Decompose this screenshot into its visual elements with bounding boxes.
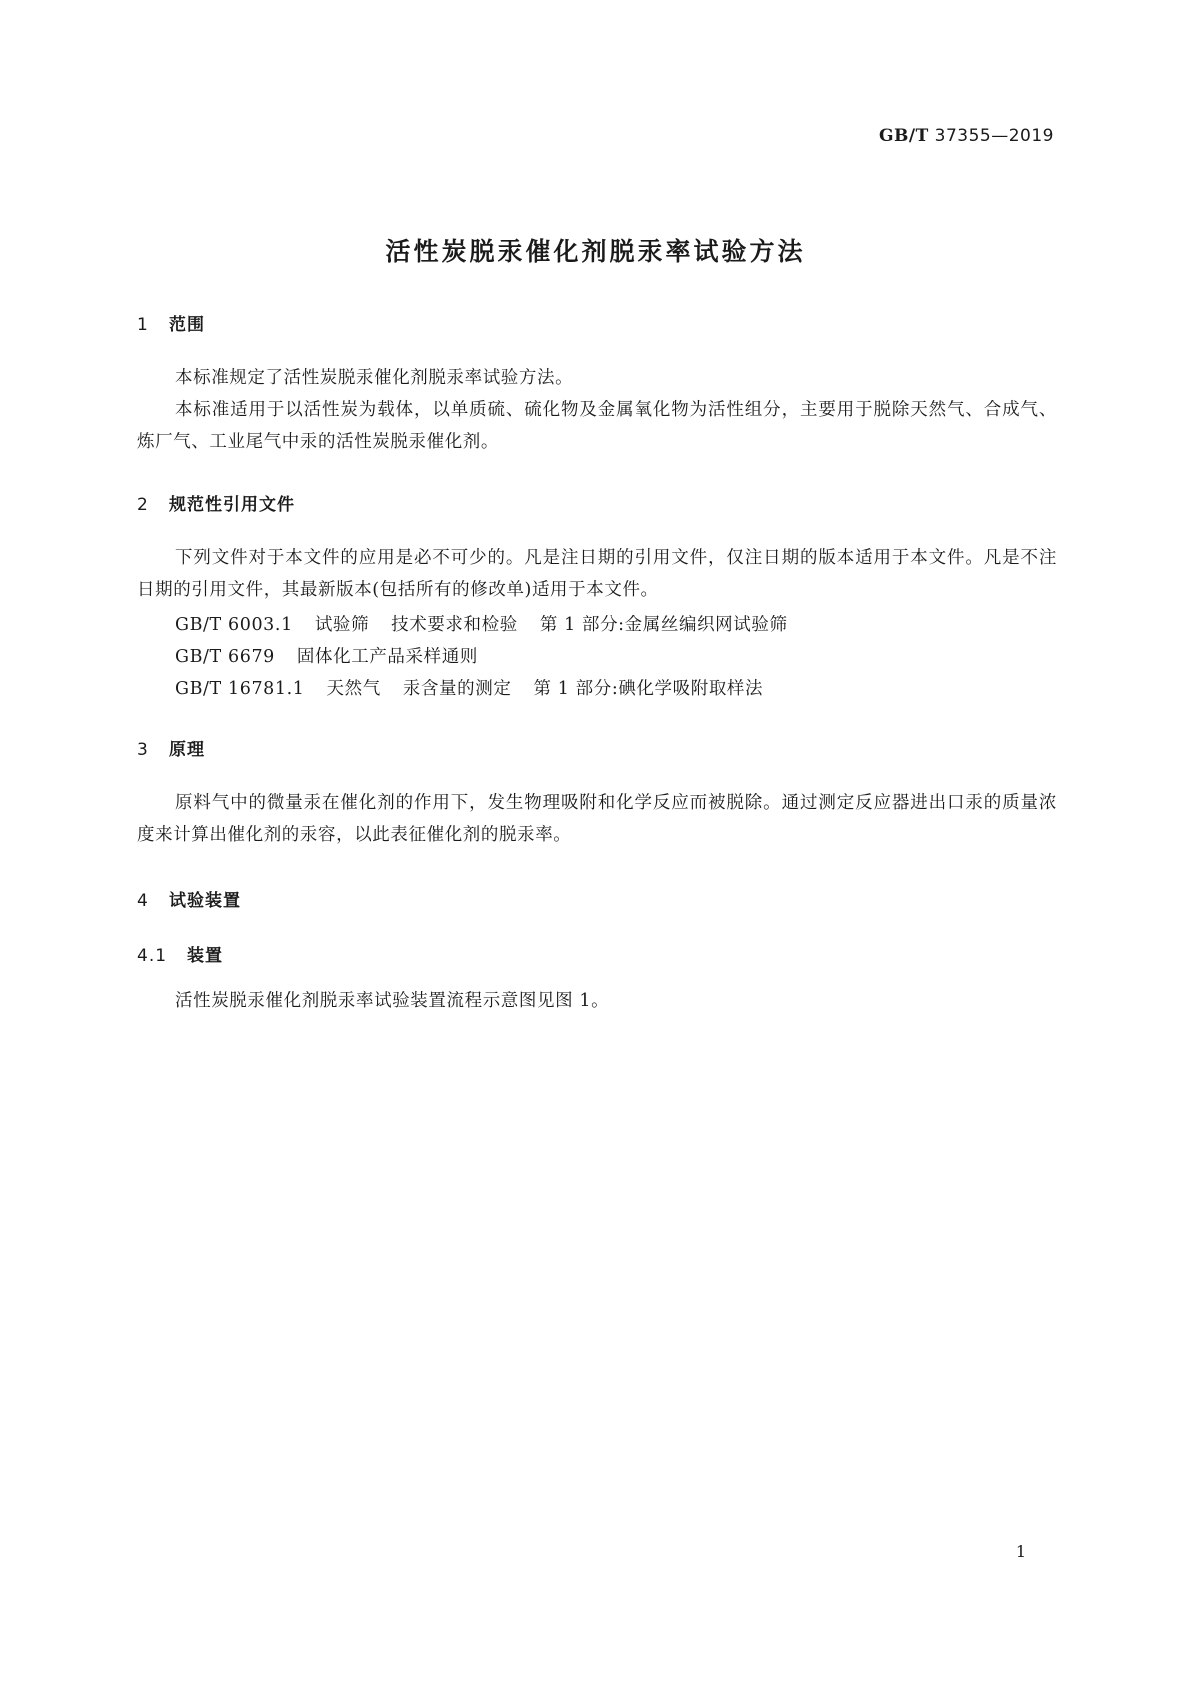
reference-item bbox=[175, 675, 763, 700]
reference-code: GB/T 6003.1 bbox=[175, 615, 293, 635]
section-number: 1 bbox=[137, 315, 149, 335]
section-4-heading bbox=[137, 886, 241, 911]
reference-item bbox=[175, 643, 478, 668]
subsection-4-1-paragraph: 活性炭脱汞催化剂脱汞率试验装置流程示意图见图 1。 bbox=[175, 991, 610, 1011]
reference-item bbox=[175, 611, 788, 636]
section-1-paragraph-2: 本标准适用于以活性炭为载体，以单质硫、硫化物及金属氧化物为活性组分，主要用于脱除天然气、合成气、炼厂气、工业尾气中汞的活性炭脱汞催化剂。 bbox=[137, 400, 1057, 452]
section-number: 4 bbox=[137, 891, 149, 911]
standard-code bbox=[879, 126, 1054, 146]
reference-title-part: 第 1 部分:金属丝编织网试验筛 bbox=[539, 615, 788, 635]
section-3-paragraph: 原料气中的微量汞在催化剂的作用下，发生物理吸附和化学反应而被脱除。通过测定反应器进出口汞的质量浓度来计算出催化剂的汞容，以此表征催化剂的脱汞率。 bbox=[137, 793, 1057, 845]
section-number: 2 bbox=[137, 495, 149, 515]
section-title: 试验装置 bbox=[169, 891, 241, 911]
section-2-intro: 下列文件对于本文件的应用是必不可少的。凡是注日期的引用文件，仅注日期的版本适用于本文件。凡是不注日期的引用文件，其最新版本(包括所有的修改单)适用于本文件。 bbox=[137, 548, 1057, 600]
reference-title-part: 技术要求和检验 bbox=[391, 615, 518, 635]
standard-prefix: GB/T bbox=[879, 126, 929, 146]
reference-title-part: 汞含量的测定 bbox=[402, 679, 512, 699]
section-3-heading bbox=[137, 735, 205, 760]
section-1-paragraph-1: 本标准规定了活性炭脱汞催化剂脱汞率试验方法。 bbox=[175, 368, 574, 388]
reference-title-part: 第 1 部分:碘化学吸附取样法 bbox=[533, 679, 764, 699]
page-number: 1 bbox=[1015, 1542, 1026, 1561]
reference-code: GB/T 16781.1 bbox=[175, 679, 305, 699]
reference-title-part: 固体化工产品采样通则 bbox=[296, 647, 478, 667]
subsection-4-1-heading bbox=[137, 941, 223, 966]
section-title: 范围 bbox=[169, 315, 205, 335]
section-title: 规范性引用文件 bbox=[169, 495, 295, 515]
section-1-heading bbox=[137, 310, 205, 335]
document-title: 活性炭脱汞催化剂脱汞率试验方法 bbox=[385, 237, 806, 266]
subsection-number: 4.1 bbox=[137, 946, 168, 966]
subsection-title: 装置 bbox=[187, 946, 223, 966]
section-title: 原理 bbox=[169, 740, 205, 760]
section-2-heading bbox=[137, 490, 295, 515]
reference-title-part: 试验筛 bbox=[314, 615, 370, 635]
reference-title-part: 天然气 bbox=[326, 679, 381, 699]
section-number: 3 bbox=[137, 740, 149, 760]
standard-number: 37355—2019 bbox=[934, 126, 1054, 146]
reference-code: GB/T 6679 bbox=[175, 647, 275, 667]
